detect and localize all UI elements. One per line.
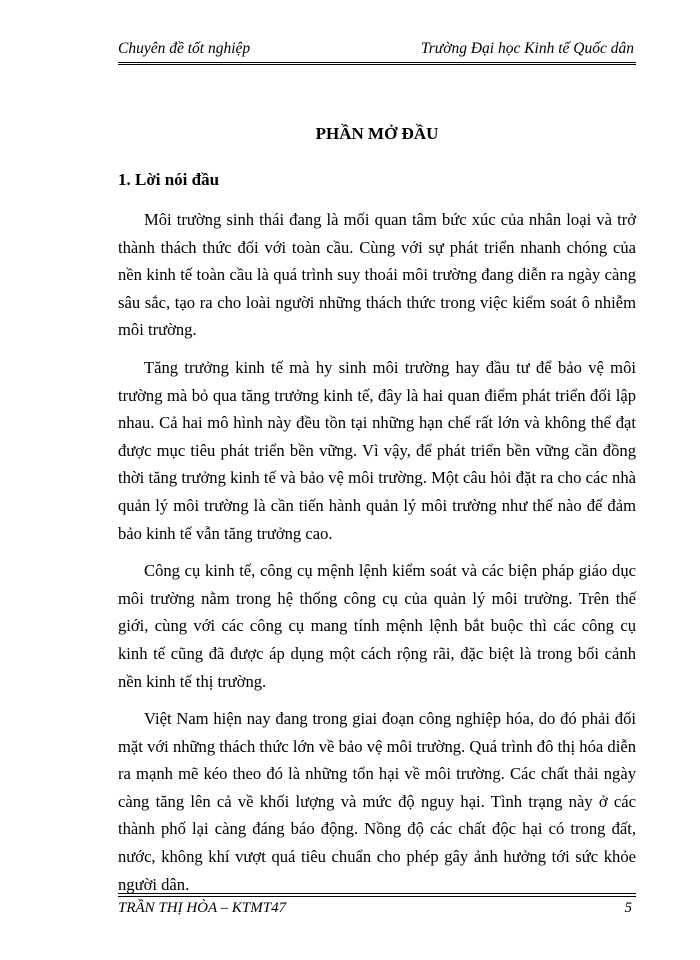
section-heading: 1. Lời nói đầu <box>118 170 220 189</box>
page-number: 5 <box>624 900 632 916</box>
page-footer <box>118 900 636 920</box>
footer-divider-top <box>118 893 636 894</box>
page-header <box>118 36 636 63</box>
header-left-text: Chuyên đề tốt nghiệp <box>118 40 251 57</box>
paragraph-2: Tăng trưởng kinh tế mà hy sinh môi trường hay đầu tư để bảo vệ môi trường mà bỏ qua tăng trưởng kinh tế, đây là hai quan điểm phát triển đối lập nhau. Cả hai mô hình này đều tồn tại những hạn chế rất lớn và không thể đạt được mục tiêu phát triển bền vững. Vì vậy, để phát triển bền vững cần đồng thời tăng trưởng kinh tế và bảo vệ môi trường. Một câu hỏi đặt ra cho các nhà quản lý môi trường là cần tiến hành quản lý môi trường như thế nào để đảm bảo kinh tế vẫn tăng trưởng cao. <box>118 357 636 543</box>
paragraph-3: Công cụ kinh tế, công cụ mệnh lệnh kiểm soát và các biện pháp giáo dục môi trường nằm trong hệ thống công cụ của quản lý môi trường. Trên thế giới, cùng với các công cụ mang tính mệnh lệnh bắt buộc thì các công cụ kinh tế cũng đã được áp dụng một cách rộng rãi, đặc biệt là trong bối cảnh nền kinh tế thị trường. <box>118 561 636 691</box>
footer-divider-bottom <box>118 896 636 897</box>
body-text <box>118 206 636 908</box>
page-title: PHẦN MỞ ĐẦU <box>315 124 439 143</box>
paragraph-4: Việt Nam hiện nay đang trong giai đoạn công nghiệp hóa, do đó phải đối mặt với những thách thức lớn về bảo vệ môi trường. Quá trình đô thị hóa diễn ra mạnh mẽ kéo theo đó là những tổn hại về môi trường. Các chất thải ngày càng tăng lên cả về khối lượng và mức độ nguy hại. Tình trạng này ở các thành phố lại càng đáng báo động. Nồng độ các chất độc hại có trong đất, nước, không khí vượt quá tiêu chuẩn cho phép gây ảnh hưởng tới sức khỏe người dân. <box>118 709 636 894</box>
paragraph-1: Môi trường sinh thái đang là mối quan tâm bức xúc của nhân loại và trở thành thách thức đối với toàn cầu. Cùng với sự phát triển nhanh chóng của nền kinh tế toàn cầu là quá trình suy thoái môi trường đang diễn ra ngày càng sâu sắc, tạo ra cho loài người những thách thức trong việc kiểm soát ô nhiễm môi trường. <box>118 210 636 340</box>
footer-author: TRẦN THỊ HÒA – KTMT47 <box>118 900 287 916</box>
header-divider <box>118 64 636 65</box>
header-right-text: Trường Đại học Kinh tế Quốc dân <box>420 40 634 57</box>
